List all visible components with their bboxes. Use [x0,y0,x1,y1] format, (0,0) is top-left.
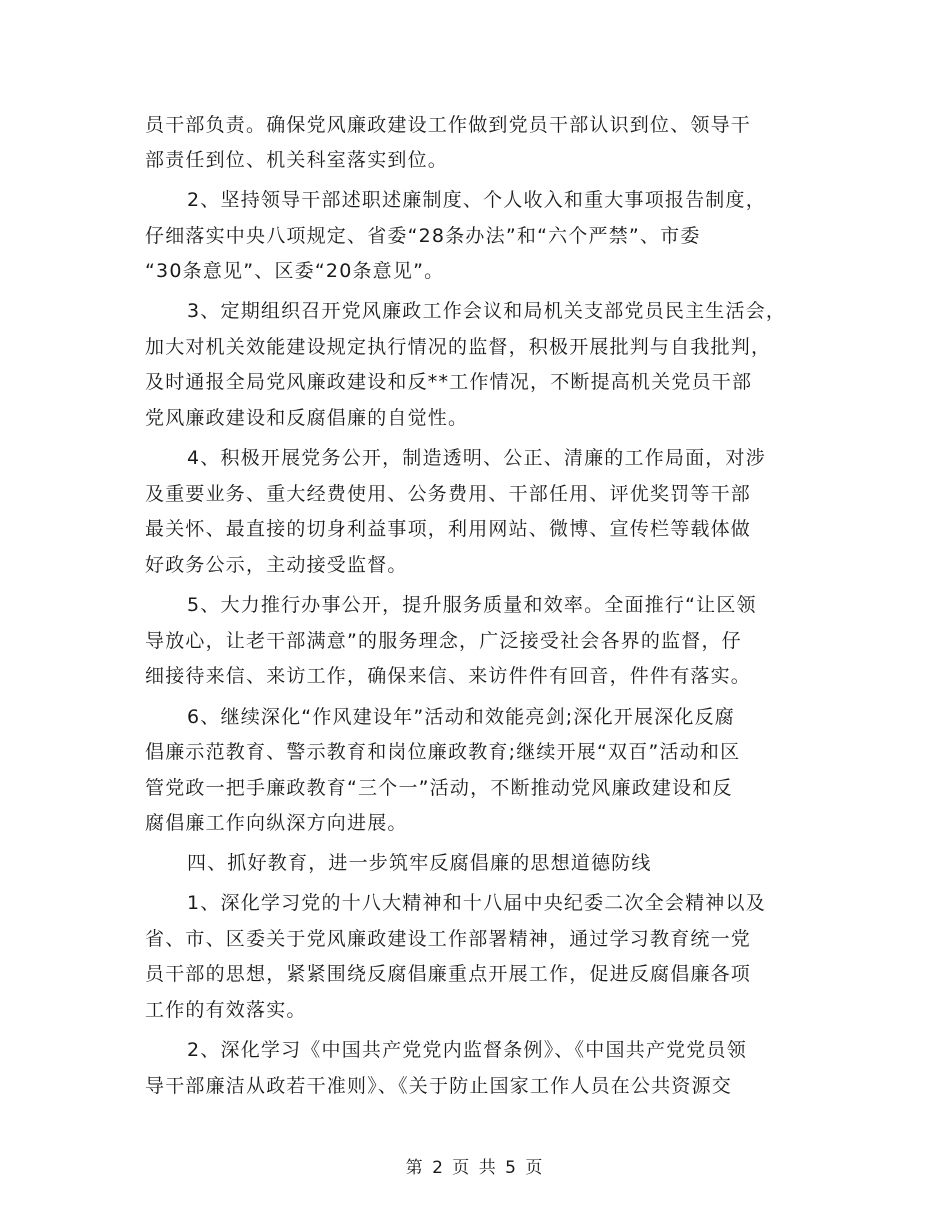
text-line: 员干部的思想，紧紧围绕反腐倡廉重点开展工作，促进反腐倡廉各项 [145,963,752,985]
text-line: “30条意见”、区委“20条意见”。 [145,260,445,282]
text-line: 导干部廉洁从政若干准则》、《关于防止国家工作人员在公共资源交 [145,1075,733,1097]
paragraph-first-line: 2、深化学习《中国共产党党内监督条例》、《中国共产党党员领 [187,1039,747,1061]
text-line: 工作的有效落实。 [145,999,307,1021]
text-line: 员干部负责。确保党风廉政建设工作做到党员干部认识到位、领导干 [145,114,752,136]
paragraph-first-line: 3、定期组织召开党风廉政工作会议和局机关支部党员民主生活会， [187,300,787,322]
text-line: 部责任到位、机关科室落实到位。 [145,149,449,171]
text-line: 导放心，让老干部满意”的服务理念，广泛接受社会各界的监督，仔 [145,630,742,652]
text-line: 细接待来信、来访工作，确保来信、来访件件有回音，件件有落实。 [145,665,752,687]
text-line: 好政务公示，主动接受监督。 [145,554,408,576]
text-line: 党风廉政建设和反腐倡廉的自觉性。 [145,407,469,429]
text-line: 最关怀、最直接的切身利益事项，利用网站、微博、宣传栏等载体做 [145,518,752,540]
section-heading: 四、抓好教育，进一步筑牢反腐倡廉的思想道德防线 [187,852,652,874]
paragraph-first-line: 4、积极开展党务公开，制造透明、公正、清廉的工作局面，对涉 [187,447,766,469]
text-line: 省、市、区委关于党风廉政建设工作部署精神，通过学习教育统一党 [145,928,752,950]
paragraph-first-line: 5、大力推行办事公开，提升服务质量和效率。全面推行“让区领 [187,594,757,616]
text-line: 及重要业务、重大经费使用、公务费用、干部任用、评优奖罚等干部 [145,483,752,505]
text-line: 管党政一把手廉政教育“三个一”活动，不断推动党风廉政建设和反 [145,777,733,799]
text-line: 加大对机关效能建设规定执行情况的监督，积极开展批判与自我批判， [145,336,772,358]
paragraph-first-line: 6、继续深化“作风建设年”活动和效能亮剑;深化开展深化反腐 [187,706,735,728]
paragraph-first-line: 2、坚持领导干部述职述廉制度、个人收入和重大事项报告制度， [187,189,766,211]
text-line: 仔细落实中央八项规定、省委“28条办法”和“六个严禁”、市委 [145,225,701,247]
text-line: 腐倡廉工作向纵深方向进展。 [145,812,408,834]
text-line: 倡廉示范教育、警示教育和岗位廉政教育;继续开展“双百”活动和区 [145,741,741,763]
page-number: 第 2 页 共 5 页 [405,1158,545,1178]
paragraph-first-line: 1、深化学习党的十八大精神和十八届中央纪委二次全会精神以及 [187,892,766,914]
text-line: 及时通报全局党风廉政建设和反**工作情况，不断提高机关党员干部 [145,371,753,393]
